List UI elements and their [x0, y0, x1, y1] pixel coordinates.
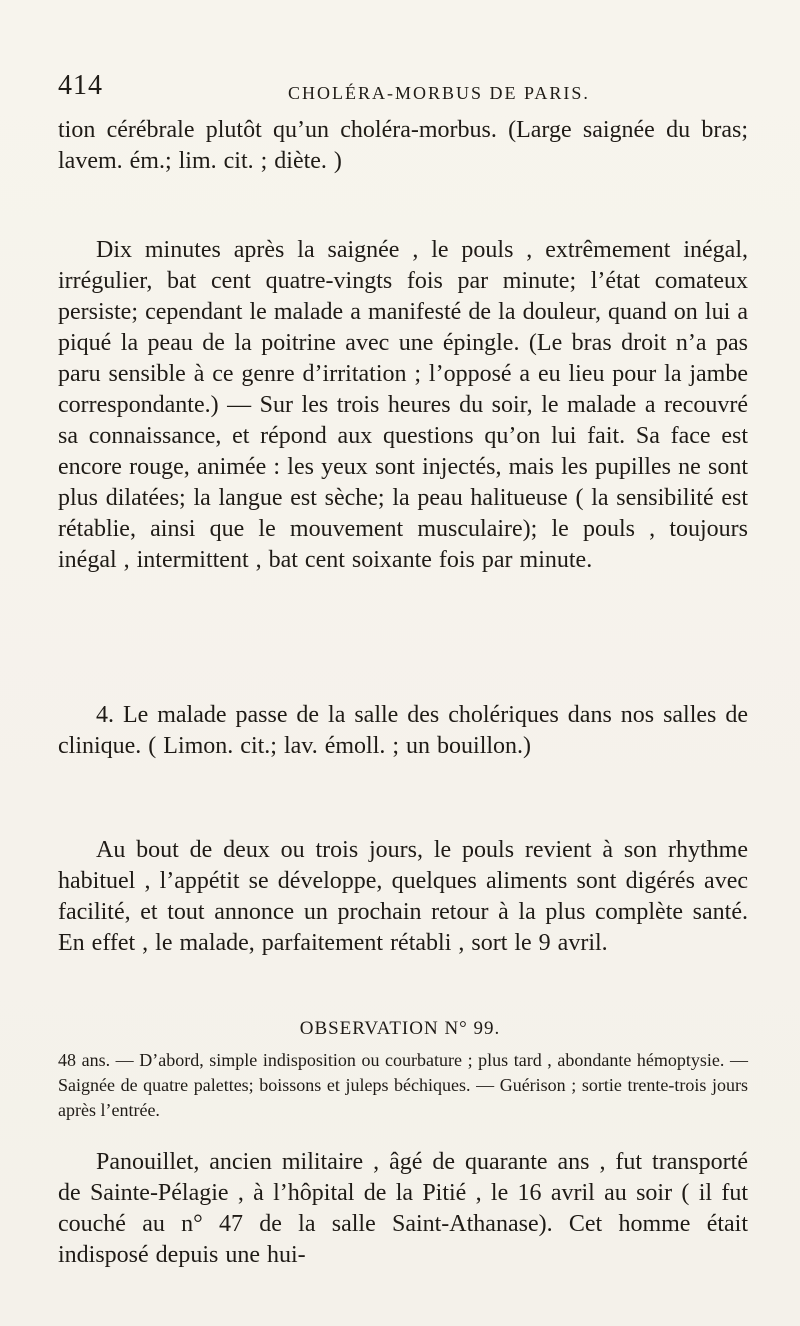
paragraph-2: Dix minutes après la saignée , le pouls , extrêmement inégal, irrégulier, bat cent quatre-vingts fois par minute; l’état comateux persiste; cependant le malade a manifesté de la douleur, quand on lui a piqué la peau de la poitrine avec une épingle. (Le bras droit n’a pas paru sensible à ce genre d’irritation ; l’opposé a eu lieu pour la jambe correspondante.) — Sur les trois heures du soir, le malade a recouvré sa connaissance, et répond aux questions qu’on lui fait. Sa face est encore rouge, animée : les yeux sont injectés, mais les pupilles ne sont plus dilatées; la langue est sèche; la peau halitueuse ( la sensibilité est rétablie, ainsi que le mouvement musculaire); le pouls , toujours inégal , intermittent , bat cent soixante fois par minute. [58, 237, 748, 573]
paragraph-4: Au bout de deux ou trois jours, le pouls revient à son rhythme habituel , l’appétit se développe, quelques aliments sont digérés avec facilité, et tout annonce un prochain retour à la plus complète santé. En effet , le malade, parfaitement rétabli , sort le 9 avril. [58, 837, 748, 956]
paragraph-1: tion cérébrale plutôt qu’un choléra-morbus. (Large saignée du bras; lavem. ém.; lim. cit. ; diète. ) [58, 117, 748, 174]
paragraph-continuation [58, 115, 748, 177]
running-head: CHOLÉRA-MORBUS DE PARIS. [288, 83, 590, 103]
page-header [58, 72, 742, 112]
paragraph-6: Panouillet, ancien militaire , âgé de quarante ans , fut transporté de Sainte-Pélagie , à l’hôpital de la Pitié , le 16 avril au soir ( il fut couché au n° 47 de la salle Saint-Athanase). Cet homme était indisposé depuis une hui- [58, 1149, 748, 1268]
paragraph-recovery [58, 835, 748, 959]
paragraph-numbered-4 [58, 700, 748, 762]
observation-title: OBSERVATION N° 99. [299, 1018, 501, 1039]
observation-summary [58, 1048, 748, 1123]
paragraph-case-intro [58, 1147, 748, 1271]
paragraph-saignee [58, 235, 748, 576]
paragraph-3: 4. Le malade passe de la salle des cholériques dans nos salles de clinique. ( Limon. cit.; lav. émoll. ; un bouillon.) [58, 702, 748, 759]
page-number: 414 [58, 70, 103, 101]
paragraph-5: 48 ans. — D’abord, simple indisposition ou courbature ; plus tard , abondante hémoptysie. — Saignée de quatre palettes; boissons et juleps béchiques. — Guérison ; sortie trente-trois jours après l’entrée. [58, 1050, 748, 1120]
